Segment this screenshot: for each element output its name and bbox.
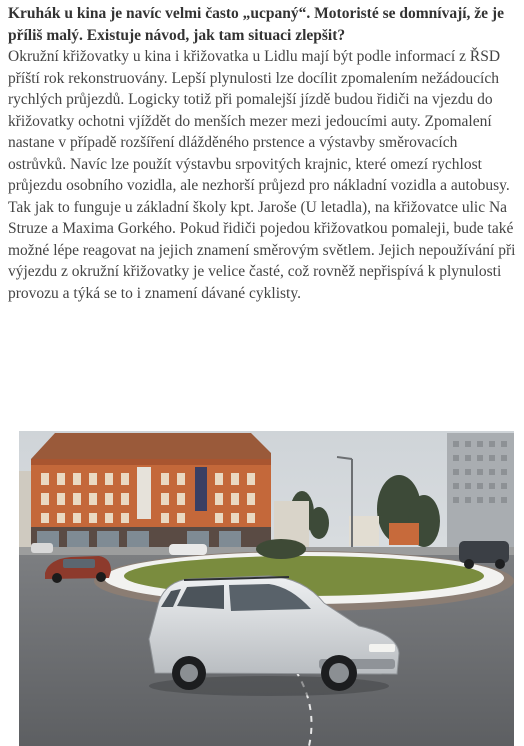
question-heading: Kruhák u kina je navíc velmi často „ucpaný“. Motoristé se domnívají, že je příliš malý. Existuje návod, jak tam situaci zlepšit? [8,5,504,44]
orange-building [31,433,271,553]
tower-block [447,433,514,553]
roundabout-photo [19,431,514,746]
answer-paragraph: Okružní křižovatky u kina i křižovatka u Lidlu mají být podle informací z ŘSD příští rok rekonstruovány. Lepší plynulosti lze docílit zpomalením nežádoucích rychlých průjezdů. Logicky totiž při pomalejší jízdě budou řidiči na vjezdu do křižovatky ochotni vjíždět do menších mezer mezi jedoucími auty. Zpomalení nastane v případě rozšíření dlážděného prstence a výstavby směrovacích ostrůvků. Navíc lze použít výstavbu srpovitých krajnic, které omezí rychlost průjezdu osobního vozidla, ale nezhorší průjezd pro nákladní vozidla a autobusy. Tak jak to funguje u základní školy kpt. Jaroše (U letadla), na křižovatce ulic Na Struze a Maxima Gorkého. Pokud řidiči pojedou křižovatkou pomaleji, bude také možné lépe reagovat na jejich znamení směrovým světlem. Jejich nepoužívání při výjezdu z okružní křižovatky je velice časté, což rovněž nepřispívá k plynulosti provozu a týká se to i znamení dávané cyklisty. [8,48,516,302]
article [8,3,518,304]
